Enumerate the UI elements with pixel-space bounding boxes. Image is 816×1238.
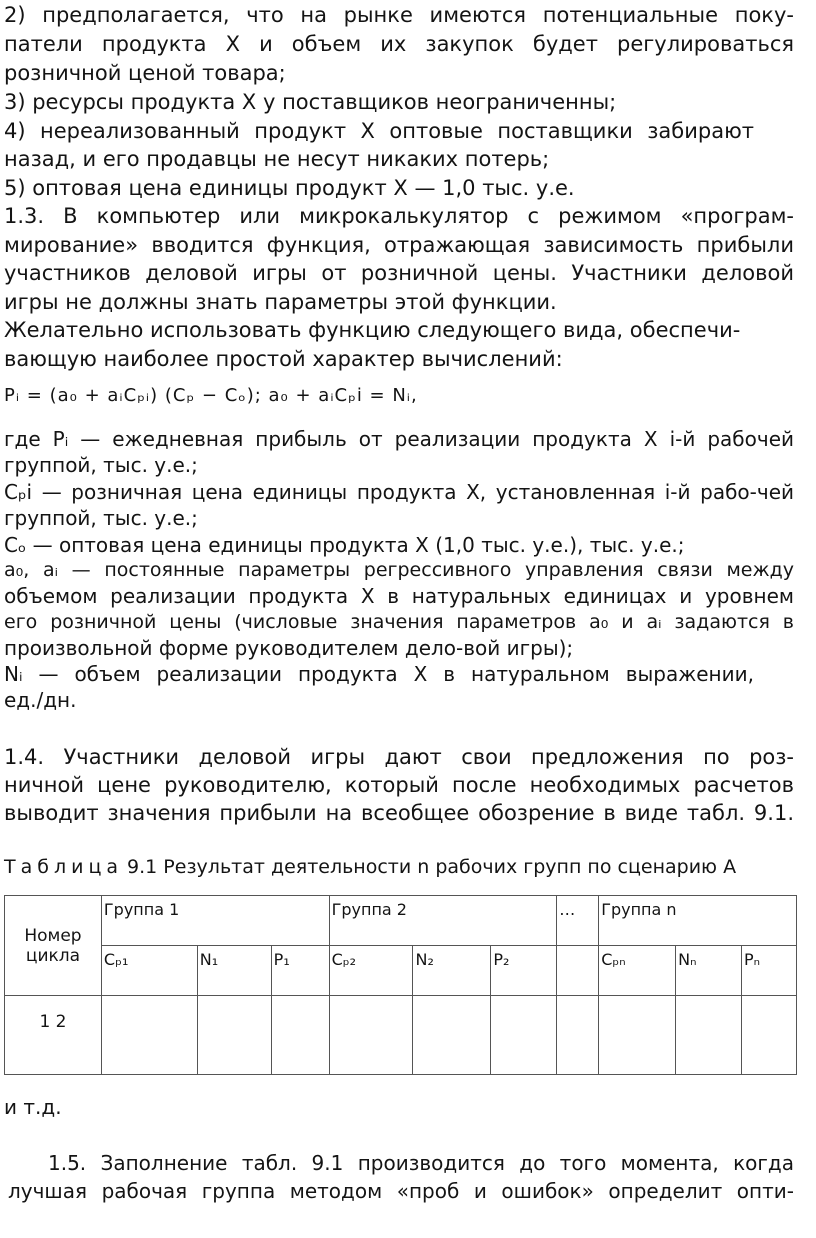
text-line: 1.3. В компьютер или микрокалькулятор с режимом «програм- — [4, 204, 794, 228]
text-line: 2) предполагается, что на рынке имеются потенциальные поку- — [4, 3, 794, 27]
column-header: N₁ — [197, 946, 271, 996]
cycle-number-header: Номер цикла — [5, 896, 102, 996]
text-line: a₀, aᵢ — постоянные параметры регрессивного управления связи между — [4, 559, 794, 581]
column-header: Nₙ — [676, 946, 742, 996]
text-line: Cₚi — розничная цена единицы продукта X, установленная i-й рабо-чей — [4, 480, 794, 504]
column-header: P₁ — [271, 946, 329, 996]
text-line: мирование» вводится функция, отражающая зависимость прибыли — [4, 233, 794, 257]
text-line: патели продукта X и объем их закупок будет регулироваться — [4, 32, 794, 56]
text-line: лучшая рабочая группа методом «проб и ошибок» определит опти- — [8, 1179, 794, 1203]
text-line: выводит значения прибыли на всеобщее обозрение в виде табл. 9.1. — [4, 801, 794, 825]
column-header: N₂ — [413, 946, 491, 996]
table-cell — [413, 996, 491, 1075]
text-line: где Pᵢ — ежедневная прибыль от реализации продукта X i-й рабочей — [4, 427, 794, 451]
text-line: и т.д. — [4, 1095, 62, 1119]
table-cell — [329, 996, 413, 1075]
text-line: 5) оптовая цена единицы продукт X — 1,0 тыс. у.е. — [4, 176, 575, 200]
column-header: Cₚ₂ — [329, 946, 413, 996]
group-1-header: Группа 1 — [101, 896, 329, 946]
group-2-header: Группа 2 — [329, 896, 557, 946]
results-table — [4, 895, 797, 1075]
table-cell — [742, 996, 797, 1075]
table-cell — [101, 996, 197, 1075]
text-line: его розничной цены (числовые значения параметров a₀ и aᵢ задаются в — [4, 611, 794, 633]
table-cell — [676, 996, 742, 1075]
text-line: произвольной форме руководителем дело-вой игры); — [4, 636, 574, 660]
text-line: Nᵢ — объем реализации продукта X в натуральном выражении, — [4, 662, 754, 686]
formula: Pᵢ = (a₀ + aᵢCₚᵢ) (Cₚ − Cₒ); a₀ + aᵢCₚi = Nᵢ, — [4, 385, 418, 406]
text-line: Cₒ — оптовая цена единицы продукта X (1,0 тыс. у.е.), тыс. у.е.; — [4, 533, 685, 557]
table-caption — [4, 856, 736, 878]
column-header: Pₙ — [742, 946, 797, 996]
text-line: вающую наиболее простой характер вычислений: — [4, 347, 563, 371]
text-line: участников деловой игры от розничной цены. Участники деловой — [4, 261, 794, 285]
column-header — [557, 946, 599, 996]
group-n-header: Группа n — [599, 896, 797, 946]
table-cell — [599, 996, 676, 1075]
table-cell — [491, 996, 557, 1075]
column-header: Cₚₙ — [599, 946, 676, 996]
ellipsis-header: … — [557, 896, 599, 946]
table-caption-label: Таблица — [4, 856, 124, 878]
cycle-number-cell: 1 2 — [5, 996, 102, 1075]
text-line: объемом реализации продукта X в натуральных единицах и уровнем — [4, 584, 794, 608]
text-line: Желательно использовать функцию следующего вида, обеспечи- — [4, 318, 741, 342]
text-line: игры не должны знать параметры этой функции. — [4, 290, 557, 314]
text-line: группой, тыс. у.е.; — [4, 453, 198, 477]
text-line: 1.4. Участники деловой игры дают свои предложения по роз- — [4, 745, 794, 769]
text-line: 3) ресурсы продукта X у поставщиков неограниченны; — [4, 90, 617, 114]
text-line: 1.5. Заполнение табл. 9.1 производится до того момента, когда — [48, 1151, 794, 1175]
table-cell — [557, 996, 599, 1075]
column-header: Cₚ₁ — [101, 946, 197, 996]
column-header: P₂ — [491, 946, 557, 996]
text-line: 4) нереализованный продукт X оптовые поставщики забирают — [4, 119, 754, 143]
text-line: ничной цене руководителю, который после необходимых расчетов — [4, 773, 794, 797]
text-line: розничной ценой товара; — [4, 61, 286, 85]
text-line: назад, и его продавцы не несут никаких потерь; — [4, 147, 550, 171]
text-line: группой, тыс. у.е.; — [4, 506, 198, 530]
table-cell — [197, 996, 271, 1075]
table-cell — [271, 996, 329, 1075]
table-caption-text: 9.1 Результат деятельности n рабочих групп по сценарию А — [127, 856, 737, 878]
text-line: ед./дн. — [4, 688, 77, 712]
